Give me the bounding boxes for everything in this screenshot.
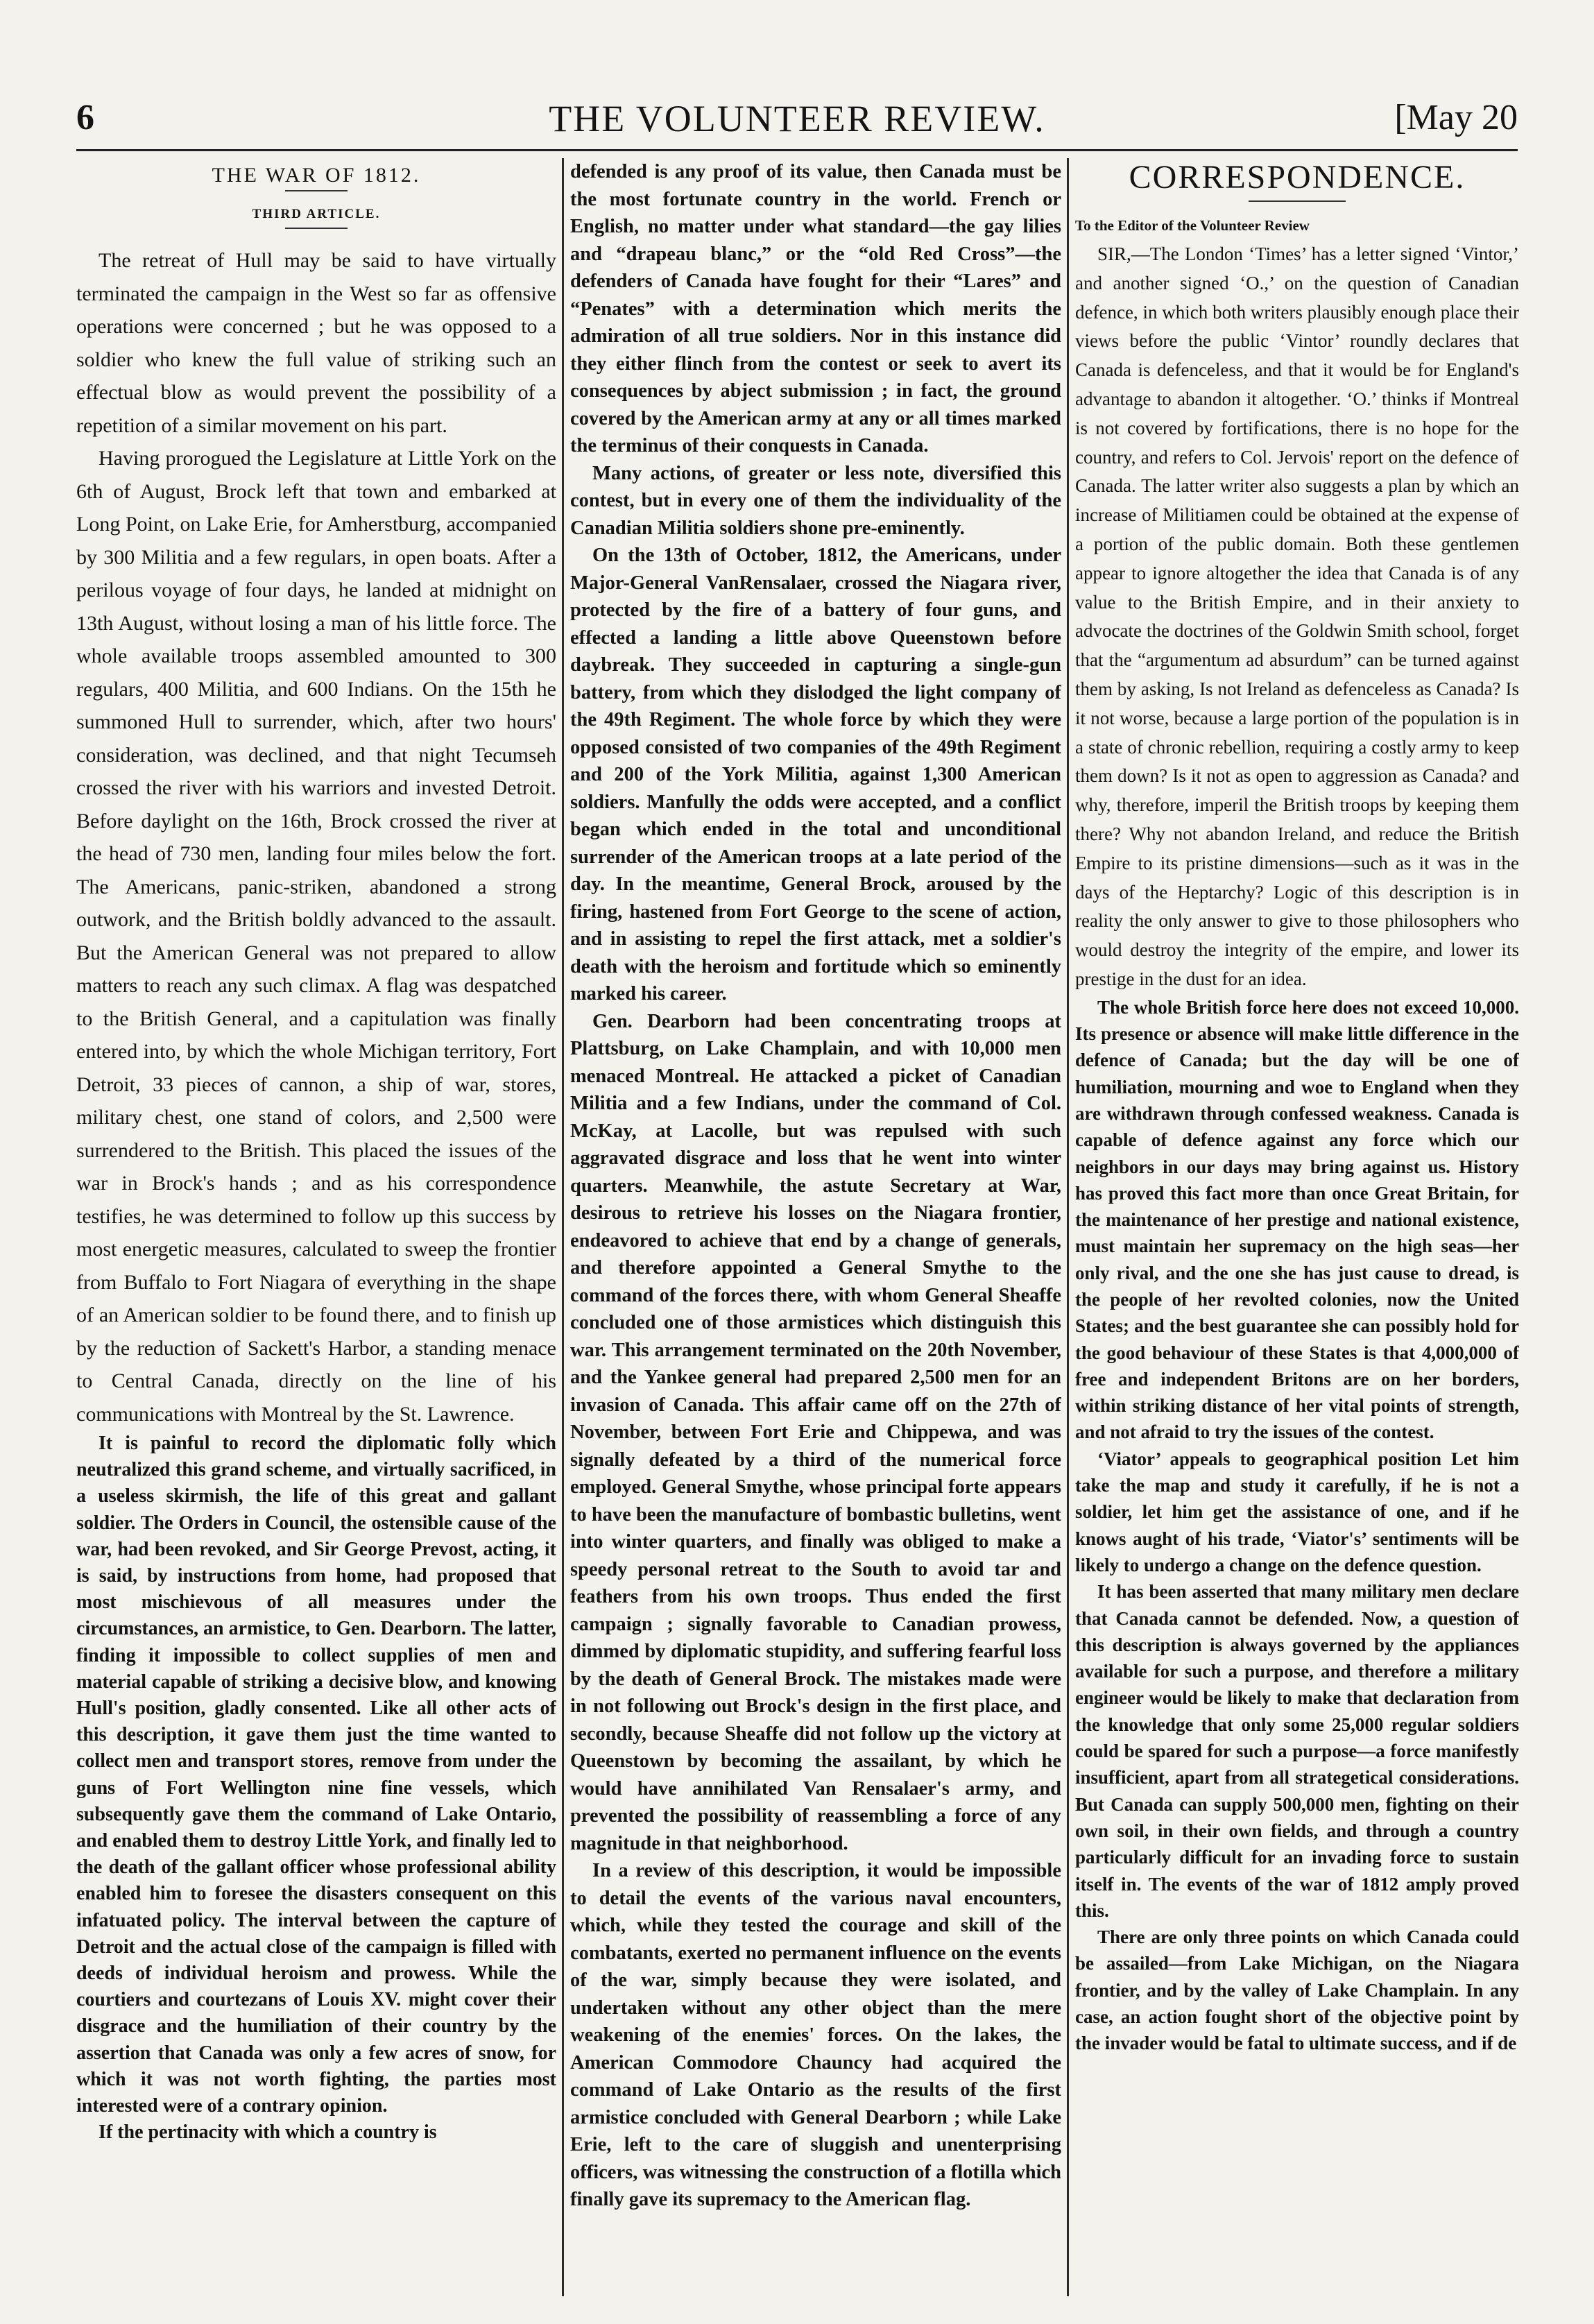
paragraph: Having prorogued the Legislature at Little York on the 6th of August, Brock left that town and embarked at Long Point, on Lake Erie, for Amherstburg, accompanied by 300 Militia and a few regulars, in open boats. After a perilous voyage of four days, he landed at midnight on 13th August, without losing a man of his little force. The whole available troops assembled amounted to 300 regulars, 400 Militia, and 600 Indians. On the 15th he summoned Hull to surrender, which, after two hours' consideration, was declined, and that night Tecumseh crossed the river with his warriors and invested Detroit. Before daylight on the 16th, Brock crossed the river at the head of 730 men, landing four miles below the fort. The Americans, panic-striken, abandoned a strong outwork, and the British boldly advanced to the assault. But the American General was not prepared to allow matters to reach any such climax. A flag was despatched to the British General, and a capitulation was finally entered into, by which the whole Michigan territory, Fort Detroit, 33 pieces of cannon, a ship of war, stores, military chest, one stand of colors, and 2,500 were surrendered to the British. This placed the issues of the war in Brock's hands ; and as his correspondence testifies, he was determined to follow up this success by most energetic measures, calculated to sweep the frontier from Buffalo to Fort Niagara of everything in the shape of an American soldier to be found there, and to finish up by the reduction of Sackett's Harbor, a standing menace to Central Canada, directly on the line of his communications with Montreal by the St. Lawrence. (76, 447, 556, 1426)
title-rule (285, 190, 348, 191)
salutation-line: To the Editor of the Volunteer Review (1075, 217, 1310, 234)
paragraph: It is painful to record the diplomatic folly which neutralized this grand scheme, and virtually sacrificed, in a useless skirmish, the life of this great and gallant soldier. The Orders in Council, the ostensible cause of the war, had been revoked, and Sir George Prevost, acting, it is said, by instructions from home, had proposed that most mischievous of all measures under the circumstances, an armistice, to Gen. Dearborn. The latter, finding it impossible to collect supplies of men and material capable of striking a decisive blow, and knowing Hull's position, gladly consented. Like all other acts of this description, it gave them just the time wanted to collect men and transport stores, remove from under the guns of Fort Wellington nine fine vessels, which subsequently gave them the command of Lake Ontario, and enabled them to destroy Little York, and finally led to the death of the gallant officer whose professional ability enabled him to foresee the disasters consequent on this infatuated policy. The interval between the capture of Detroit and the actual close of the campaign is filled with deeds of individual heroism and prowess. While the courtiers and courtezans of Louis XV. might cover their disgrace and the humiliation of their country by the assertion that Canada was only a few acres of snow, for which it was not worth fighting, the parties most interested were of a contrary opinion. (76, 1433, 556, 2117)
subtitle-rule (285, 228, 348, 229)
paragraph: ‘Viator’ appeals to geographical position Let him take the map and study it carefully, if he is not a soldier, let him get the assistance of one, and if he knows aught of his trade, ‘Viator's’ sentiments will be likely to undergo a change on the defence question. (1075, 1448, 1519, 1575)
paragraph: On the 13th of October, 1812, the Americans, under Major-General VanRensalaer, crossed the Niagara river, protected by the fire of a battery of four guns, and effected a landing a little above Queenstown before daybreak. They succeeded in capturing a single-gun battery, from which they dislodged the light company of the 49th Regiment. The whole force by which they were opposed consisted of two companies of the 49th Regiment and 200 of the York Militia, against 1,300 American soldiers. Manfully the odds were accepted, and a conflict began which ended in the total and unconditional surrender of the American troops at a late period of the day. In the meantime, General Brock, aroused by the firing, hastened from Fort George to the scene of action, and in assisting to repel the first attack, met a soldier's death with the heroism and fortitude which so eminently marked his career. (570, 545, 1061, 1005)
page-number: 6 (76, 98, 94, 137)
paragraph: defended is any proof of its value, then Canada must be the most fortunate country in the world. French or English, no matter under what standard—the gay lilies and “drapeau blanc,” or the “old Red Cross”—the defenders of Canada have fought for their “Lares” and “Penates” with a determination which merits the admiration of all true soldiers. Nor in this instance did they either flinch from the contest or seek to avert its consequences by abject submission ; in fact, the ground covered by the American army at any or all times marked the terminus of their conquests in Canada. (570, 161, 1061, 456)
column-divider (562, 158, 564, 2296)
paragraph: In a review of this description, it would be impossible to detail the events of the various naval encounters, which, while they tested the courage and skill of the combatants, exerted no permanent influence on the events of the war, simply because they were isolated, and undertaken without any other object than the mere weakening of the enemies' forces. On the lakes, the American Commodore Chauncy had acquired the command of Lake Ontario as the results of the first armistice concluded with General Dearborn ; while Lake Erie, left to the care of sluggish and unenterprising officers, was witnessing the construction of a flotilla which finally gave its supremacy to the American flag. (570, 1860, 1061, 2210)
paragraph: It has been asserted that many military men declare that Canada cannot be defended. Now, a question of this description is always governed by the appliances available for such a purpose, and therefore a military engineer would be likely to make that declaration from the knowledge that only some 25,000 regular soldiers could be spared for such a purpose—a force manifestly insufficient, apart from all strategetical considerations. But Canada can supply 500,000 men, fighting on their own soil, in their own fields, and through a country particularly difficult for an invading force to sustain itself in. The events of the war of 1812 amply proved this. (1075, 1581, 1519, 1921)
paragraph: There are only three points on which Canada could be assailed—from Lake Michigan, on the Niagara frontier, and by the valley of Lake Champlain. In any case, an action fought short of the objective point by the invader would be fatal to ultimate success, and if de (1075, 1926, 1519, 2054)
masthead (76, 97, 1518, 146)
column-1 (76, 158, 556, 2296)
paragraph: The whole British force here does not exceed 10,000. Its presence or absence will make little difference in the defence of Canada; but the day will be one of humiliation, mourning and woe to England when they are withdrawn through confessed weakness. Canada is capable of defence against any force which our neighbors in our days may bring against us. History has proved this fact more than once Great Britain, for the maintenance of her prestige and national existence, must maintain her supremacy on the high seas—her only rival, and the one she has just cause to dread, is the people of her revolted colonies, now the United States; and the best guarantee she can possibly hold for the good behaviour of these States is that 4,000,000 of free and independent Britons are on her borders, within striking distance of her vital points of strength, and not afraid to try the issues of the contest. (1075, 996, 1519, 1443)
article-title: THE WAR OF 1812. (212, 164, 421, 187)
issue-date: [May 20 (1394, 98, 1518, 137)
paragraph: SIR,—The London ‘Times’ has a letter signed ‘Vintor,’ and another signed ‘O.,’ on the question of Canadian defence, in which both writers plausibly enough place their views before the public ‘Vintor’ roundly declares that Canada is defenceless, and that it would be for England's advantage to abandon it altogether. ‘O.’ thinks if Montreal is not covered by fortifications, there is no hope for the country, and refers to Col. Jervois' report on the defence of Canada. The latter writer also suggests a plan by which an increase of Militiamen could be obtained at the expense of a portion of the public domain. Both these gentlemen appear to ignore altogether the idea that Canada is of any value to the British Empire, and in their anxiety to advocate the doctrines of the Goldwin Smith school, forget that the “argumentum ad absurdum” can be turned against them by asking, Is not Ireland as defenceless as Canada? Is it not worse, because a large portion of the population is in a state of chronic rebellion, requiring a costly army to keep them down? Is it not as open to aggression as Canada? and why, therefore, imperil the British troops by keeping them there? Why not abandon Ireland, and reduce the British Empire to its pristine dimensions—such as it was in the days of the Heptarchy? Logic of this description is in reality the only answer to give to those philosophers who would destroy the integrity of the empire, and lower its prestige in the dust for an idea. (1075, 243, 1519, 989)
heading-rule (1249, 200, 1346, 202)
paragraph: Many actions, of greater or less note, diversified this contest, but in every one of them the individuality of the Canadian Militia soldiers shone pre-eminently. (570, 462, 1061, 539)
column-3 (1075, 158, 1519, 2296)
paragraph: Gen. Dearborn had been concentrating troops at Plattsburg, on Lake Champlain, and with 10,000 men menaced Montreal. He attacked a picket of Canadian Militia and a few Indians, under the command of Col. McKay, at Lacolle, but was repulsed with such aggravated disgrace and loss that he went into winter quarters. Meanwhile, the astute Secretary at War, desirous to retrieve his losses on the Niagara frontier, endeavored to achieve that end by a change of generals, and therefore appointed a General Smythe to the command of the forces there, with whom General Sheaffe concluded one of those armistices which distinguish this war. This arrangement terminated on the 20th November, and the Yankee general had prepared 2,500 men for an invasion of Canada. This affair came off on the 27th of November, between Fort Erie and Chippewa, and was signally defeated by a third of the numerical force employed. General Smythe, whose principal forte appears to have been the manufacture of bombastic bulletins, went into winter quarters, and finally was obliged to make a speedy personal retreat to the South to avoid tar and feathers from his own troops. Thus ended the first campaign ; signally favorable to Canadian prowess, dimmed by diplomatic stupidity, and suffering fearful loss by the death of General Brock. The mistakes made were in not following out Brock's design in the first place, and secondly, because Sheaffe did not follow up the victory at Queenstown by becoming the assailant, by which he would have annihilated Van Rensalaer's army, and prevented the possibility of reassembling a force of any magnitude in that neighborhood. (570, 1010, 1061, 1854)
article-subtitle: THIRD ARTICLE. (252, 207, 381, 221)
column-divider (1067, 158, 1069, 2296)
correspondence-heading: CORRESPONDENCE. (1129, 159, 1466, 196)
paragraph: If the pertinacity with which a country is (98, 2121, 437, 2144)
header-rule (76, 149, 1518, 151)
paper-title: THE VOLUNTEER REVIEW. (549, 98, 1045, 139)
column-2 (570, 158, 1061, 2296)
paragraph: The retreat of Hull may be said to have virtually terminated the campaign in the West so far as offensive operations were concerned ; but he was opposed to a soldier who knew the full value of striking such an effectual blow as would prevent the possibility of a repetition of a similar movement on his part. (76, 249, 556, 437)
